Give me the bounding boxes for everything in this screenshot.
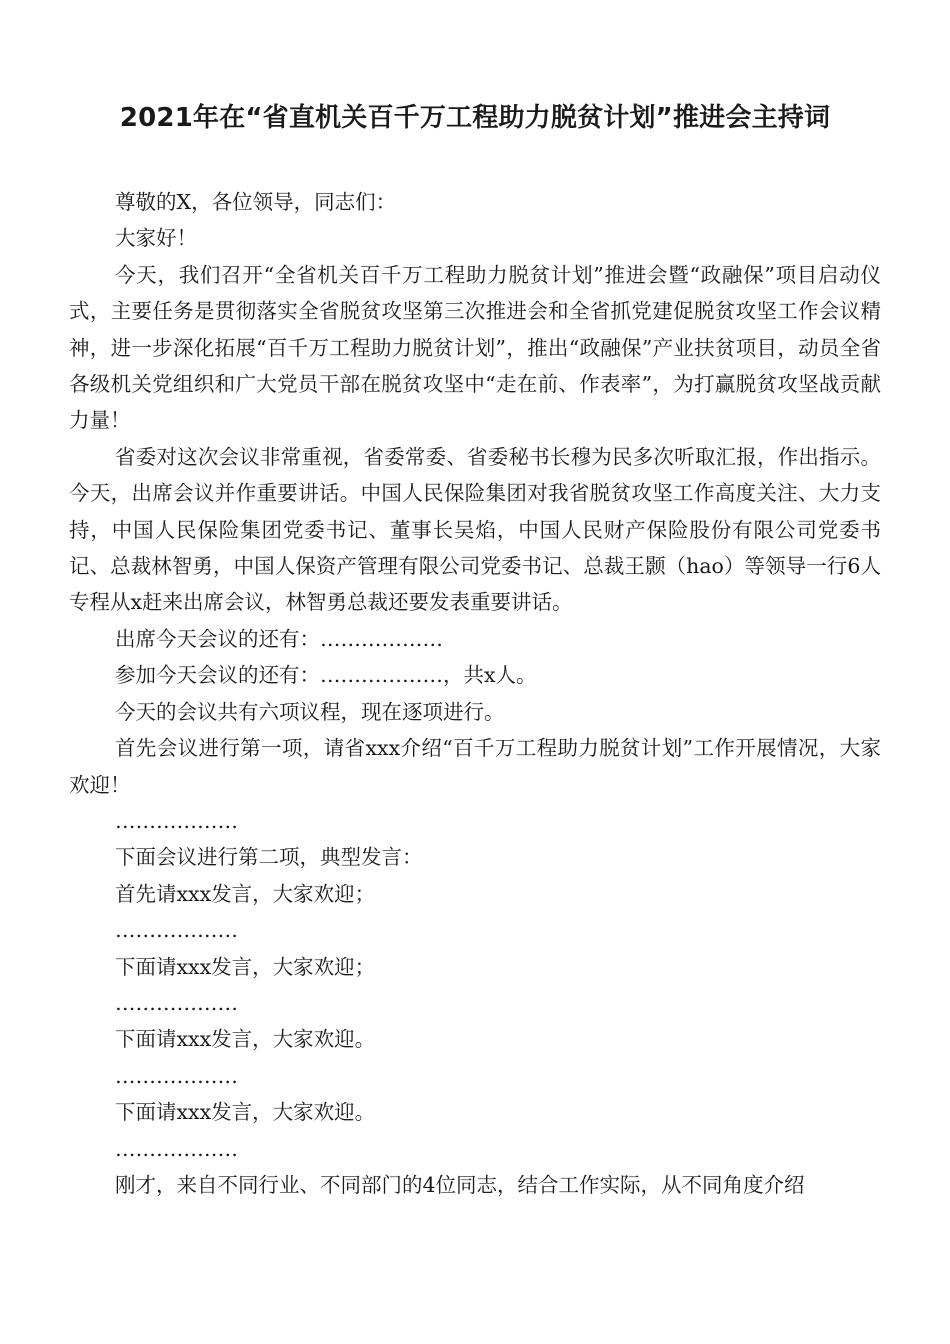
paragraph: 首先会议进行第一项，请省xxx介绍“百千万工程助力脱贫计划”工作开展情况，大家欢迎！ <box>69 736 881 797</box>
paragraph: 下面请xxx发言，大家欢迎。 <box>115 1100 376 1125</box>
document-body <box>69 184 881 1203</box>
ellipsis-line: ……………… <box>115 990 238 1015</box>
paragraph: 今天的会议共有六项议程，现在逐项进行。 <box>115 699 505 724</box>
paragraph: 下面会议进行第二项，典型发言： <box>115 845 423 870</box>
ellipsis-line: ……………… <box>115 1136 238 1161</box>
ellipsis-line: ……………… <box>115 1063 238 1088</box>
document-title: 2021年在“省直机关百千万工程助力脱贫计划”推进会主持词 <box>119 103 831 133</box>
paragraph: 刚才，来自不同行业、不同部门的4位同志，结合工作实际，从不同角度介绍 <box>115 1172 805 1197</box>
paragraph: 首先请xxx发言，大家欢迎； <box>115 881 376 906</box>
paragraph: 下面请xxx发言，大家欢迎； <box>115 954 376 979</box>
paragraph: 出席今天会议的还有：……………… <box>115 626 443 651</box>
paragraph: 今天，我们召开“全省机关百千万工程助力脱贫计划”推进会暨“政融保”项目启动仪式，主要任务是贯彻落实全省脱贫攻坚第三次推进会和全省抓党建促脱贫攻坚工作会议精神，进一步深化拓展“百千万工程助力脱贫计划”，推出“政融保”产业扶贫项目，动员全省各级机关党组织和广大党员干部在脱贫攻坚中“走在前、作表率”，为打赢脱贫攻坚战贡献力量！ <box>69 262 881 433</box>
ellipsis-line: ……………… <box>115 918 238 943</box>
ellipsis-line: ……………… <box>115 808 238 833</box>
paragraph: 省委对这次会议非常重视，省委常委、省委秘书长穆为民多次听取汇报，作出指示。今天，出席会议并作重要讲话。中国人民保险集团对我省脱贫攻坚工作高度关注、大力支持，中国人民保险集团党委书记、董事长吴焰，中国人民财产保险股份有限公司党委书记、总裁林智勇，中国人保资产管理有限公司党委书记、总裁王颢（hao）等领导一行6人专程从x赶来出席会议，林智勇总裁还要发表重要讲话。 <box>69 444 881 615</box>
paragraph: 下面请xxx发言，大家欢迎。 <box>115 1027 376 1052</box>
paragraph: 尊敬的X，各位领导，同志们： <box>115 190 397 214</box>
paragraph: 参加今天会议的还有：………………，共x人。 <box>115 663 537 688</box>
paragraph: 大家好！ <box>115 226 197 251</box>
